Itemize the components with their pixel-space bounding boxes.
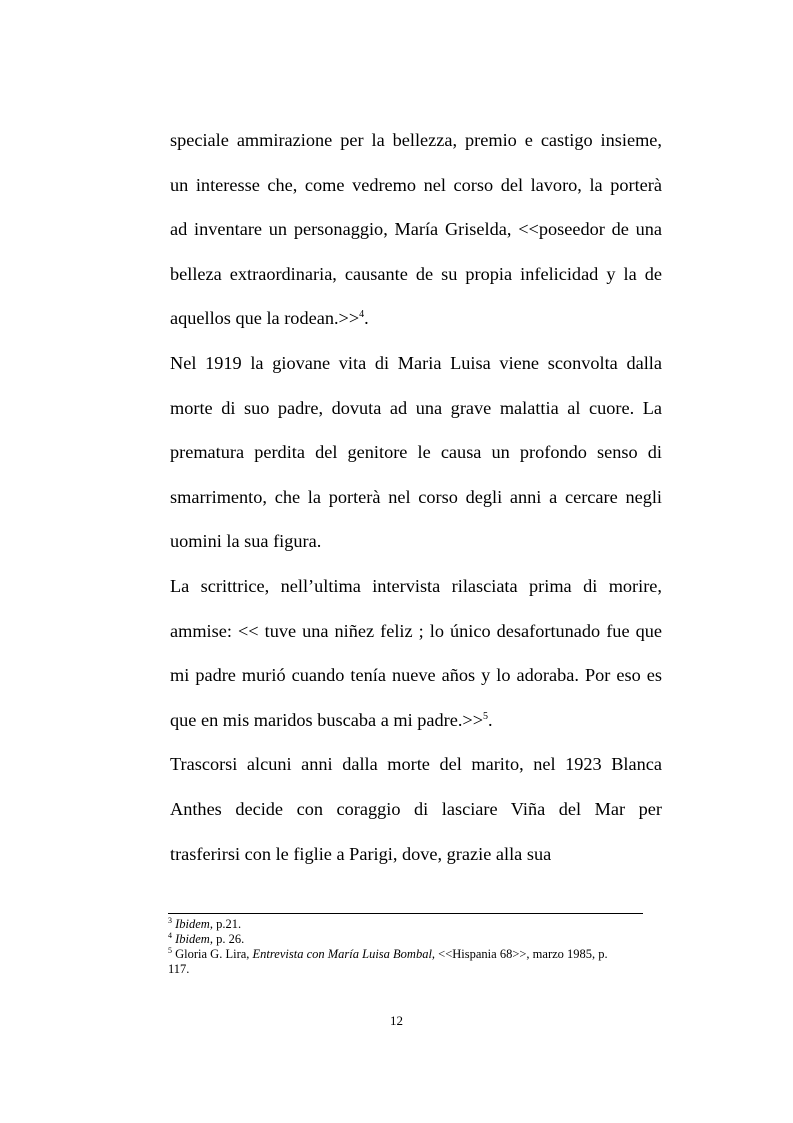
text-line: prematura perdita del genitore le causa un profondo senso di xyxy=(170,442,662,463)
text-line: speciale ammirazione per la bellezza, premio e castigo insieme, xyxy=(170,130,662,150)
text-line: que en mis maridos buscaba a mi padre.>>$^5$. xyxy=(170,709,493,730)
text-line: smarrimento, che la porterà nel corso degli anni a cercare negli xyxy=(170,486,662,507)
text-line: ad inventare un personaggio, María Griselda, <<poseedor de una xyxy=(170,219,662,240)
footnote-ref: 4 xyxy=(359,309,365,321)
footnote-continuation: 117. xyxy=(168,962,190,976)
text-line: Trascorsi alcuni anni dalla morte del marito, nel 1923 Blanca xyxy=(170,754,662,775)
text-line: mi padre murió cuando tenía nueve años y lo adoraba. Por eso es xyxy=(170,665,662,686)
text-line: uomini la sua figura. xyxy=(170,531,322,552)
footnote: $^5$ Gloria G. Lira, Entrevista con María Luisa Bombal, <<Hispania 68>>, marzo 1985, p. xyxy=(168,945,608,961)
footnotes xyxy=(168,917,648,977)
text-line: La scrittrice, nell’ultima intervista rilasciata prima di morire, xyxy=(170,576,662,596)
text-line: Anthes decide con coraggio di lasciare Viña del Mar per xyxy=(170,799,662,819)
footnote-ref: 5 xyxy=(483,710,489,722)
text-line: belleza extraordinaria, causante de su propia infelicidad y la de xyxy=(170,263,662,284)
footnote: $^3$ Ibidem, p.21. xyxy=(168,915,242,931)
page-number: 12 xyxy=(390,1013,403,1028)
text-line: morte di suo padre, dovuta ad una grave malattia al cuore. La xyxy=(170,397,662,418)
text-line: ammise: << tuve una niñez feliz ; lo único desafortunado fue que xyxy=(170,620,662,641)
footnote-separator xyxy=(168,913,643,914)
text-line: trasferirsi con le figlie a Parigi, dove, grazie alla sua xyxy=(170,843,552,864)
footnote: $^4$ Ibidem, p. 26. xyxy=(168,930,245,946)
text-line: Nel 1919 la giovane vita di Maria Luisa viene sconvolta dalla xyxy=(170,353,662,373)
text-line: aquellos que la rodean.>>$^4$. xyxy=(170,308,369,329)
text-line: un interesse che, come vedremo nel corso del lavoro, la porterà xyxy=(170,174,662,195)
